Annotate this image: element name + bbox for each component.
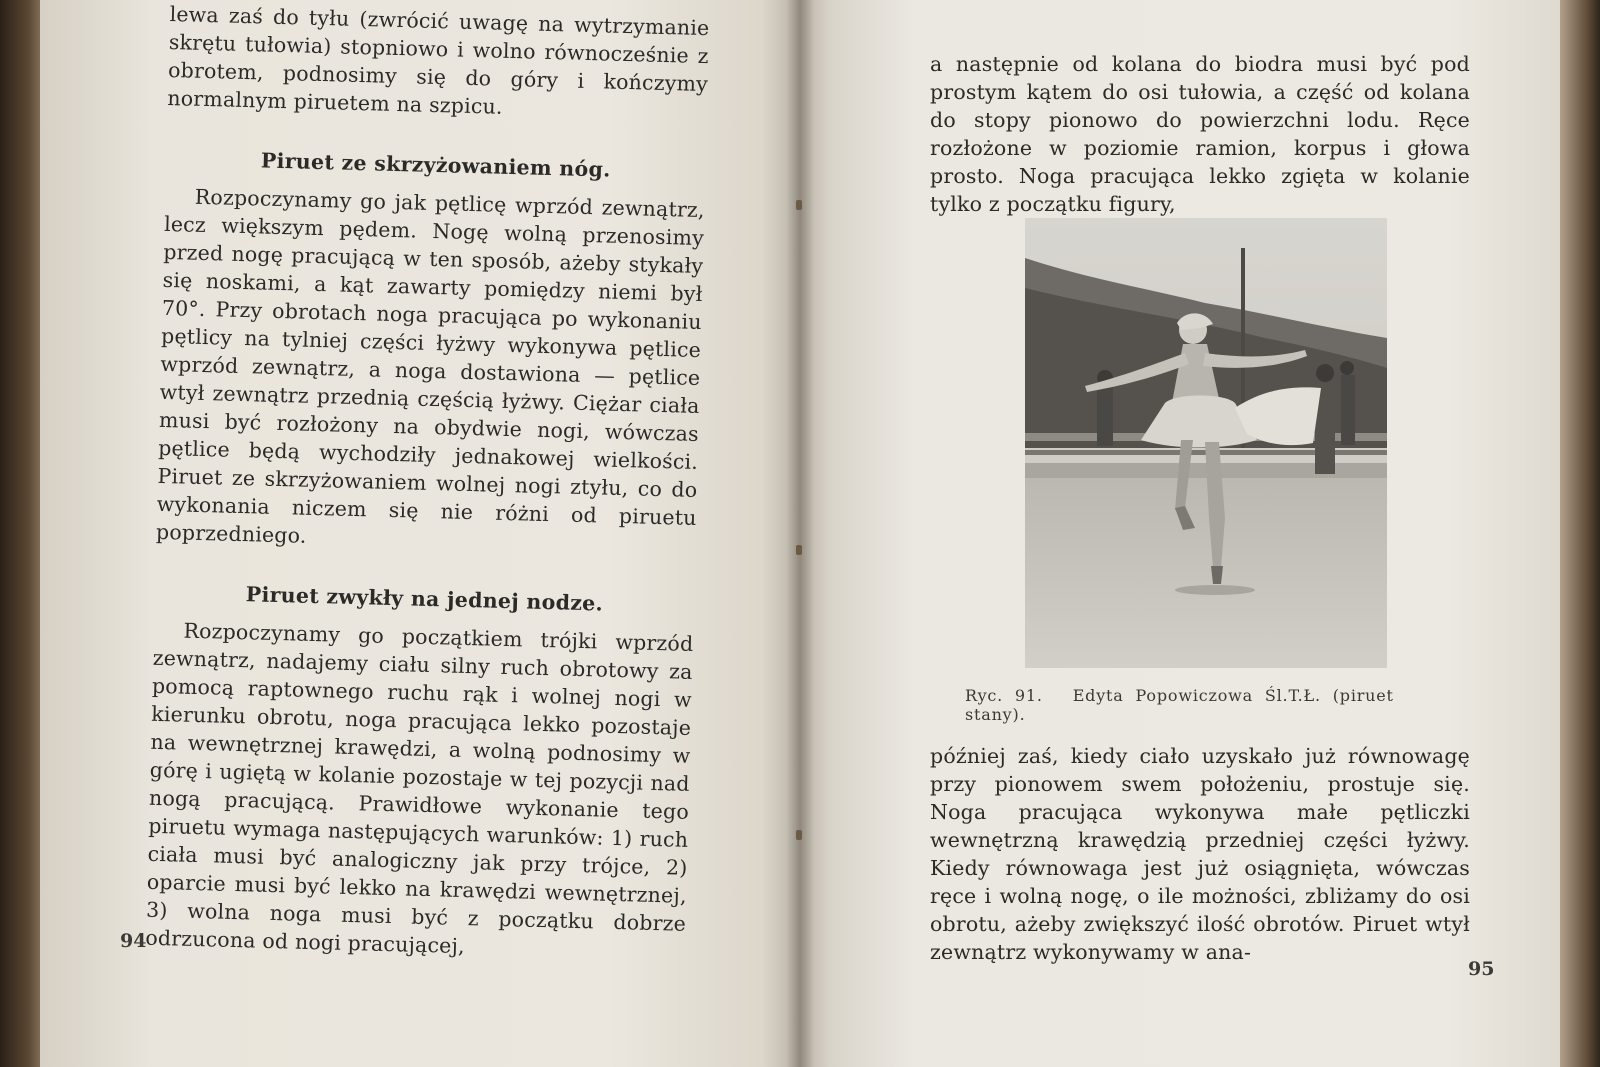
- figure-caption: [965, 686, 1445, 724]
- binding-stitch: [796, 545, 802, 555]
- caption-text: Edyta Popowiczowa Śl.T.Ł. (piruet stany).: [965, 686, 1394, 724]
- right-page-top-text: [930, 50, 1470, 218]
- page-number-right: 95: [1468, 958, 1495, 980]
- section-text-one-leg: Rozpoczynamy go początkiem trójki wprzód zewnątrz, nadajemy ciału silny ruch obrotowy za pomocą raptownego ruchu rąk i wolnej nogi w kierunku obrotu, noga pracująca lekko pozostaje na wewnętrznej krawędzi, a wolną podnosimy w górę i ugiętą w kolanie pozostaje w tej pozycji nad nogą pracującą. Prawidłowe wykonanie tego piruetu wymaga następujących warunków: 1) ruch ciała musi być analogiczny jak przy trójce, 2) oparcie musi być lekko na krawędzi wewnętrznej, 3) wolna noga musi być z początku dobrze odrzucona od nogi pracującej,: [145, 618, 694, 959]
- section-heading-one-leg: Piruet zwykły na jednej nodze.: [245, 582, 604, 616]
- skater-photo-illustration: [1025, 218, 1387, 668]
- binding-stitch: [796, 830, 802, 840]
- section-text-crossed-legs: Rozpoczynamy go jak pętlicę wprzód zewnątrz, lecz większym pędem. Nogę wolną przenosimy przed nogę pracującą w ten sposób, ażeby stykały się noskami, a kąt zawarty pomiędzy niemi był 70°. Przy obrotach noga pracująca po wykonaniu pętlicy na tylniej części łyżwy wykonywa pętlice wprzód zewnątrz, a noga dostawiona — pętlice wtył zewnątrz przednią częścią łyżwy. Ciężar ciała musi być rozłożony na obydwie nogi, wówczas pętlice będą wychodziły jednakowej wielkości. Piruet ze skrzyżowaniem wolnej nogi ztyłu, co do wykonania niczem się nie różni od piruetu poprzedniego.: [155, 184, 705, 548]
- section-heading-crossed-legs: Piruet ze skrzyżowaniem nóg.: [260, 148, 611, 182]
- bottom-paragraph: później zaś, kiedy ciało uzyskało już równowagę przy pionowem swem położeniu, prostuje się. Noga pracująca wykonywa małe pętliczki wewnętrzną krawędzią przedniej części łyżwy. Kiedy równowaga jest już osiągnięta, wówczas ręce i wolną nogę, o ile możności, zbliżamy do osi obrotu, ażeby zwiększyć ilość obrotów. Piruet wtył zewnątrz wykonywamy w ana-: [930, 744, 1470, 964]
- opening-paragraph: lewa zaś do tyłu (zwrócić uwagę na wytrzymanie skrętu tułowia) stopniowo i wolno równocześnie z obrotem, podnosimy się do góry i kończymy normalnym piruetem na szpicu.: [167, 1, 710, 119]
- page-number-left: 94: [120, 930, 147, 952]
- left-page-text: [145, 0, 710, 966]
- book-gutter: [786, 0, 814, 1067]
- caption-label: Ryc. 91.: [965, 686, 1043, 705]
- skater-photo: [1025, 218, 1387, 668]
- top-paragraph: a następnie od kolana do biodra musi być pod prostym kątem do osi tułowia, a część od kolana do stopy pionowo do powierzchni lodu. Ręce rozłożone w poziomie ramion, korpus i głowa prosto. Noga pracująca lekko zgięta w kolanie tylko z początku figury,: [930, 52, 1470, 216]
- binding-stitch: [796, 200, 802, 210]
- right-page-bottom-text: [930, 742, 1470, 966]
